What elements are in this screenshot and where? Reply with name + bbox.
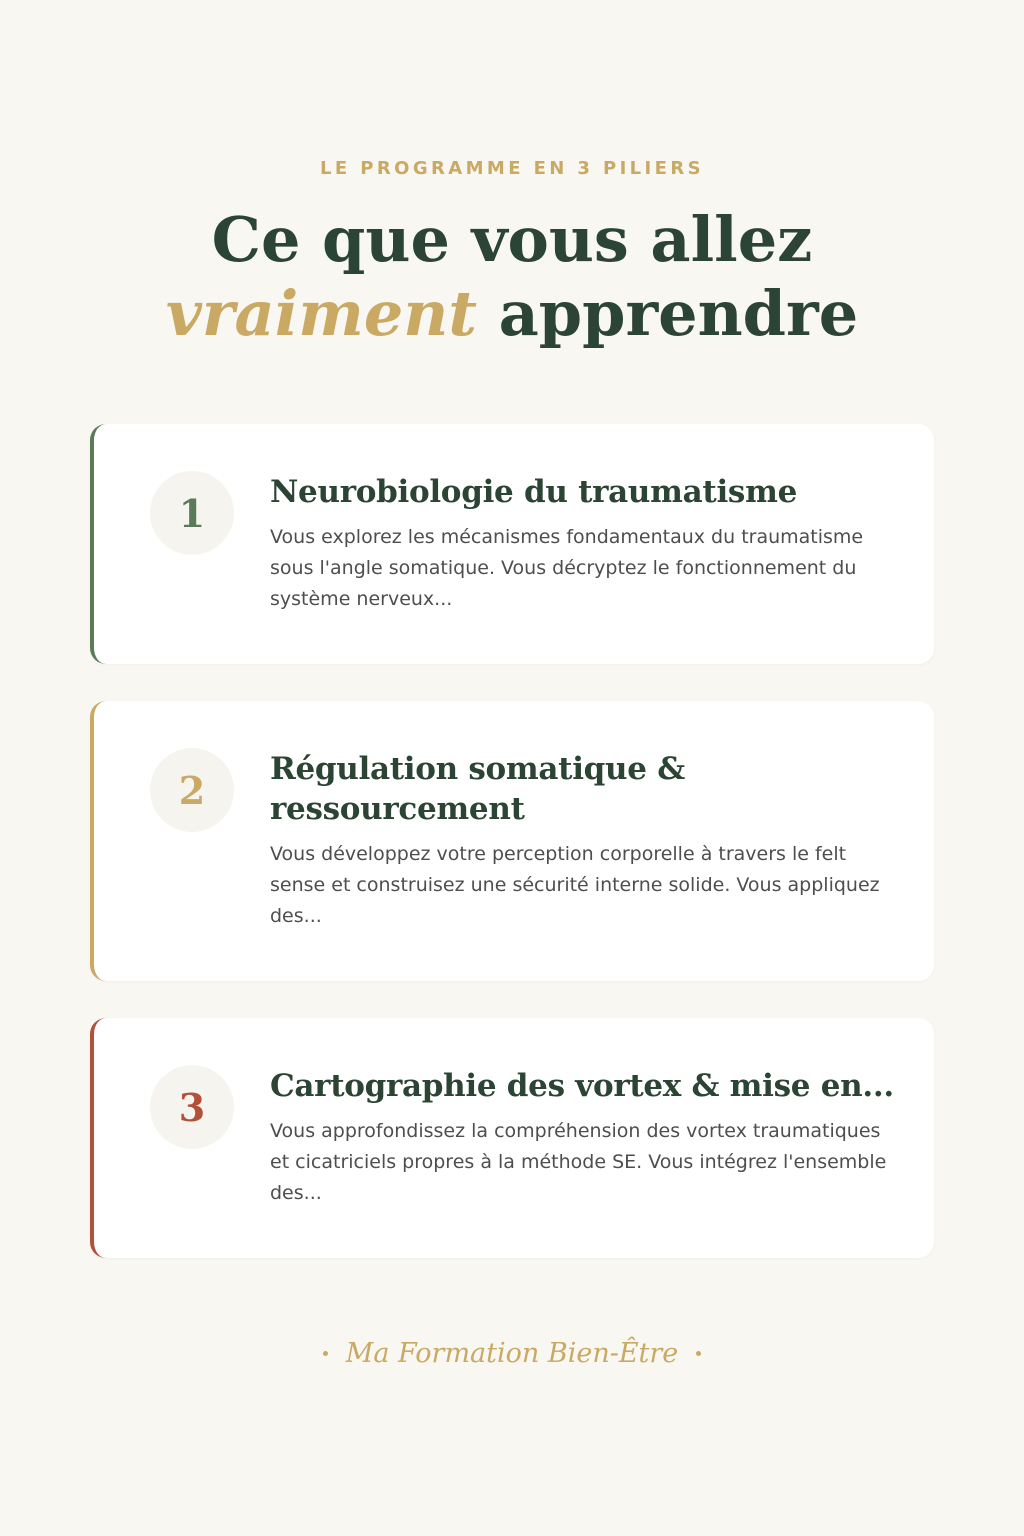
pillar-number-badge: 3 [150, 1065, 234, 1149]
pillar-number-badge: 2 [150, 748, 234, 832]
pillar-title: Cartographie des vortex & mise en... [270, 1068, 894, 1104]
pillar-description: Vous développez votre perception corporelle à travers le felt sense et construisez une sécurité interne solide. Vous appliquez des... [270, 843, 880, 927]
pillar-content [270, 472, 894, 615]
brand-name: Ma Formation Bien-Être [345, 1338, 679, 1369]
pillar-title: Régulation somatique & ressourcement [270, 751, 685, 827]
pillar-description: Vous explorez les mécanismes fondamentaux du traumatisme sous l'angle somatique. Vous décryptez le fonctionnement du système nerveux... [270, 526, 864, 610]
pillar-description: Vous approfondissez la compréhension des vortex traumatiques et cicatriciels propres à la méthode SE. Vous intégrez l'ensemble des... [270, 1120, 887, 1204]
section-eyebrow: LE PROGRAMME EN 3 PILIERS [320, 158, 704, 179]
title-accent-word: vraiment [165, 277, 478, 350]
pillar-title: Neurobiologie du traumatisme [270, 474, 798, 510]
page-title [0, 203, 1024, 351]
pillar-content [270, 1066, 894, 1209]
pillar-card-3 [90, 1018, 934, 1258]
pillar-card-1 [90, 424, 934, 664]
title-line-1: Ce que vous allez [211, 203, 813, 276]
decorative-dot-icon [323, 1351, 328, 1356]
footer-brand [0, 1338, 1024, 1369]
decorative-dot-icon [696, 1351, 701, 1356]
pillar-content [270, 749, 894, 932]
pillar-number-badge: 1 [150, 471, 234, 555]
title-line-2-rest: apprendre [477, 277, 859, 350]
pillar-card-2 [90, 701, 934, 981]
